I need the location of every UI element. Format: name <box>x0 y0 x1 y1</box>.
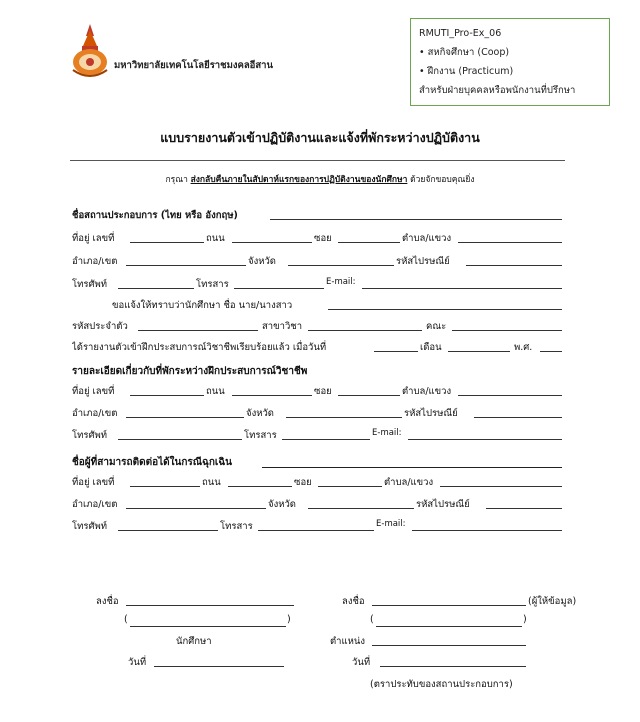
accommodation-district-row <box>72 406 567 420</box>
student-id-field[interactable] <box>138 330 258 331</box>
postcode-label: รหัสไปรษณีย์ <box>416 499 470 510</box>
company-name-field[interactable] <box>270 219 562 220</box>
faculty-field[interactable] <box>452 330 562 331</box>
company-stamp-note: (ตราประทับของสถานประกอบการ) <box>370 679 513 690</box>
address-label: ที่อยู่ เลขที่ <box>72 477 115 488</box>
postcode-field[interactable] <box>466 265 562 266</box>
soi-label: ซอย <box>314 233 332 244</box>
faculty-label: คณะ <box>426 321 447 332</box>
emergency-district-row <box>72 497 567 511</box>
soi-label: ซอย <box>294 477 312 488</box>
student-date-field[interactable] <box>154 666 284 667</box>
district-label: อำเภอ/เขต <box>72 499 118 510</box>
phone-field[interactable] <box>118 439 242 440</box>
title-divider <box>70 160 565 161</box>
road-label: ถนน <box>206 233 225 244</box>
student-role-label: นักศึกษา <box>176 636 212 647</box>
postcode-label: รหัสไปรษณีย์ <box>396 256 450 267</box>
district-label: อำเภอ/เขต <box>72 408 118 419</box>
subdistrict-label: ตำบล/แขวง <box>402 233 452 244</box>
email-label: E-mail: <box>376 519 406 529</box>
company-name-label: ชื่อสถานประกอบการ (ไทย หรือ อังกฤษ) <box>72 210 238 221</box>
reported-label: ได้รายงานตัวเข้าฝึกประสบการณ์วิชาชีพเรียบร้อยแล้ว เมื่อวันที่ <box>72 342 327 353</box>
emergency-contact-heading: ชื่อผู้ที่สามารถติดต่อได้ในกรณีฉุกเฉิน <box>72 457 232 468</box>
informant-suffix-label: (ผู้ให้ข้อมูล) <box>528 596 577 607</box>
emergency-contact-name-field[interactable] <box>262 467 562 468</box>
province-label: จังหวัด <box>248 256 276 267</box>
subdistrict-field[interactable] <box>458 395 562 396</box>
student-name-close-paren: ) <box>287 614 291 625</box>
subdistrict-field[interactable] <box>458 242 562 243</box>
report-year-field[interactable] <box>540 351 562 352</box>
postcode-field[interactable] <box>474 417 562 418</box>
instruction-emphasis: ส่งกลับคืนภายในสัปดาห์แรกของการปฏิบัติงานของนักศึกษา <box>190 175 408 185</box>
instruction-text <box>0 172 640 186</box>
university-logo-icon <box>70 22 110 82</box>
road-field[interactable] <box>232 242 312 243</box>
company-district-row <box>72 254 567 268</box>
student-notify-label: ขอแจ้งให้ทราบว่านักศึกษา ชื่อ นาย/นางสาว <box>112 300 293 311</box>
informant-name-open-paren: ( <box>370 614 374 625</box>
postcode-label: รหัสไปรษณีย์ <box>404 408 458 419</box>
email-field[interactable] <box>408 439 562 440</box>
district-field[interactable] <box>126 508 266 509</box>
informant-signature-field[interactable] <box>372 605 526 606</box>
phone-label: โทรศัพท์ <box>72 430 108 441</box>
document-code-box <box>410 18 610 106</box>
emergency-contact-row <box>72 519 567 533</box>
report-day-field[interactable] <box>374 351 418 352</box>
year-label: พ.ศ. <box>514 342 533 353</box>
phone-field[interactable] <box>118 288 194 289</box>
option-practicum: • ฝึกงาน (Practicum) <box>419 66 514 77</box>
company-address-row <box>72 231 567 245</box>
province-label: จังหวัด <box>268 499 296 510</box>
university-name: มหาวิทยาลัยเทคโนโลยีราชมงคลอีสาน <box>114 60 273 71</box>
address-number-field[interactable] <box>130 395 204 396</box>
major-field[interactable] <box>308 330 422 331</box>
option-coop: • สหกิจศึกษา (Coop) <box>419 47 510 58</box>
district-field[interactable] <box>126 265 246 266</box>
informant-printed-name-field[interactable] <box>376 626 522 627</box>
email-field[interactable] <box>412 530 562 531</box>
company-name-row <box>72 208 567 222</box>
informant-position-field[interactable] <box>372 645 526 646</box>
instruction-suffix: ด้วยจักขอบคุณยิ่ง <box>407 175 475 185</box>
address-label: ที่อยู่ เลขที่ <box>72 386 115 397</box>
informant-position-label: ตำแหน่ง <box>330 636 366 647</box>
province-label: จังหวัด <box>246 408 274 419</box>
soi-field[interactable] <box>338 242 400 243</box>
student-details-row <box>72 319 567 333</box>
accommodation-contact-row <box>72 428 567 442</box>
province-field[interactable] <box>308 508 414 509</box>
month-label: เดือน <box>420 342 442 353</box>
fax-label: โทรสาร <box>220 521 253 532</box>
major-label: สาขาวิชา <box>262 321 303 332</box>
district-field[interactable] <box>126 417 244 418</box>
informant-date-label: วันที่ <box>352 657 371 668</box>
student-name-field[interactable] <box>328 309 562 310</box>
phone-label: โทรศัพท์ <box>72 521 108 532</box>
soi-label: ซอย <box>314 386 332 397</box>
address-label: ที่อยู่ เลขที่ <box>72 233 115 244</box>
informant-date-field[interactable] <box>380 666 526 667</box>
instruction-prefix: กรุณา <box>165 175 191 185</box>
report-date-row <box>72 340 567 354</box>
form-title: แบบรายงานตัวเข้าปฏิบัติงานและแจ้งที่พักระหว่างปฏิบัติงาน <box>160 130 480 145</box>
road-label: ถนน <box>206 386 225 397</box>
informant-name-close-paren: ) <box>523 614 527 625</box>
soi-field[interactable] <box>318 486 382 487</box>
student-printed-name-field[interactable] <box>130 626 286 627</box>
email-field[interactable] <box>362 288 562 289</box>
district-label: อำเภอ/เขต <box>72 256 118 267</box>
fax-field[interactable] <box>282 439 370 440</box>
address-number-field[interactable] <box>130 242 204 243</box>
target-audience: สำหรับฝ่ายบุคคลหรือพนักงานที่ปรึกษา <box>419 85 576 96</box>
student-name-open-paren: ( <box>124 614 128 625</box>
student-signature-field[interactable] <box>126 605 294 606</box>
phone-field[interactable] <box>118 530 218 531</box>
subdistrict-label: ตำบล/แขวง <box>402 386 452 397</box>
emergency-address-row <box>72 475 567 489</box>
postcode-field[interactable] <box>486 508 562 509</box>
email-label: E-mail: <box>372 428 402 438</box>
subdistrict-field[interactable] <box>440 486 562 487</box>
student-name-row <box>72 298 567 312</box>
province-field[interactable] <box>288 265 394 266</box>
company-contact-row <box>72 277 567 291</box>
fax-field[interactable] <box>234 288 324 289</box>
accommodation-address-row <box>72 384 567 398</box>
road-field[interactable] <box>228 486 292 487</box>
student-date-label: วันที่ <box>128 657 147 668</box>
report-month-field[interactable] <box>448 351 510 352</box>
fax-field[interactable] <box>258 530 374 531</box>
accommodation-heading: รายละเอียดเกี่ยวกับที่พักระหว่างฝึกประสบการณ์วิชาชีพ <box>72 366 308 377</box>
road-label: ถนน <box>202 477 221 488</box>
address-number-field[interactable] <box>130 486 200 487</box>
fax-label: โทรสาร <box>244 430 277 441</box>
fax-label: โทรสาร <box>196 279 229 290</box>
phone-label: โทรศัพท์ <box>72 279 108 290</box>
subdistrict-label: ตำบล/แขวง <box>384 477 434 488</box>
road-field[interactable] <box>232 395 312 396</box>
province-field[interactable] <box>286 417 402 418</box>
document-code: RMUTI_Pro-Ex_06 <box>419 28 502 39</box>
soi-field[interactable] <box>338 395 400 396</box>
email-label: E-mail: <box>326 277 356 287</box>
student-id-label: รหัสประจำตัว <box>72 321 128 332</box>
informant-sign-label: ลงชื่อ <box>342 596 365 607</box>
student-sign-label: ลงชื่อ <box>96 596 119 607</box>
